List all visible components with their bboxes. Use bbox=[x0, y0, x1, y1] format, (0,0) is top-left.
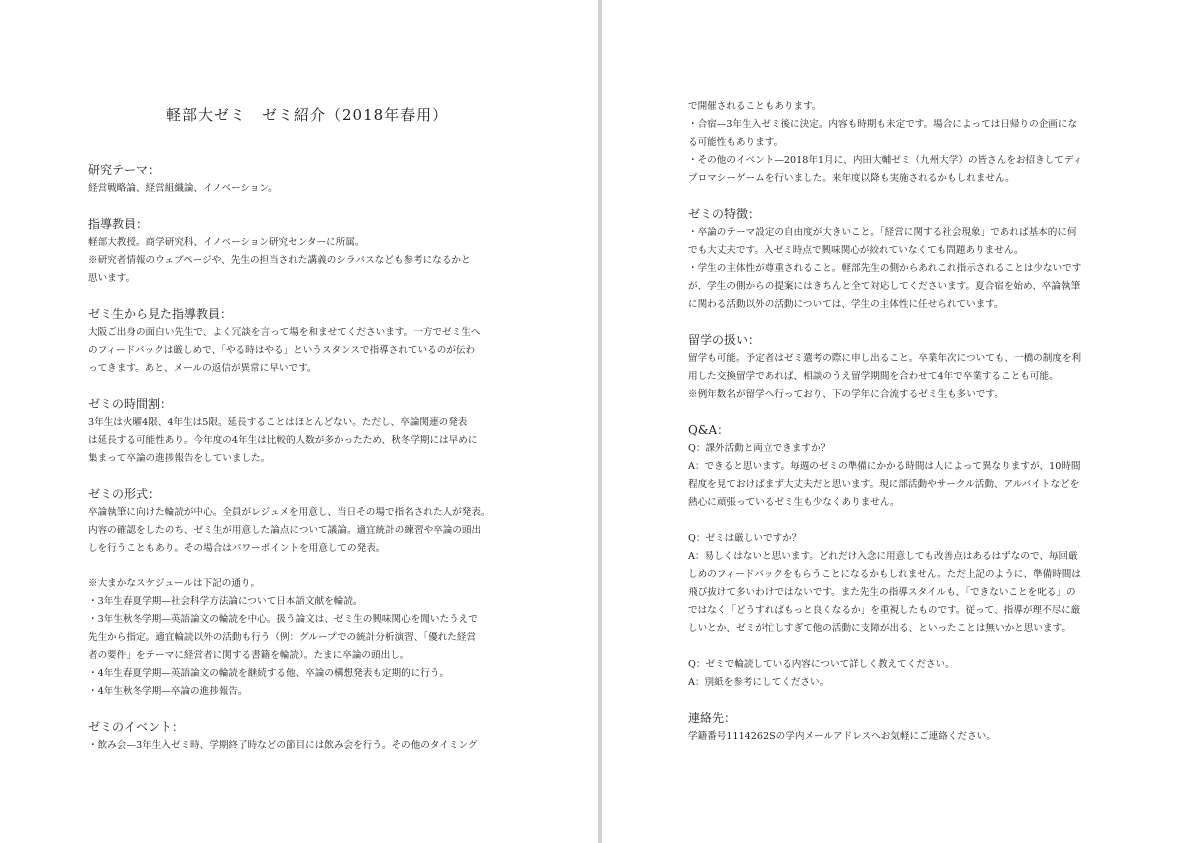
section-heading: 指導教員： bbox=[88, 217, 149, 231]
body-line: ※研究者情報のウェブページや、先生の担当された講義のシラバスなども参考になるかと bbox=[88, 255, 471, 266]
body-line: 思います。 bbox=[88, 273, 136, 284]
qa-line: Q：ゼミで輪読している内容について詳しく教えてください。 bbox=[688, 659, 955, 670]
section-timetable bbox=[88, 395, 558, 468]
body-line: ・3年生春夏学期—社会科学方法論について日本語文献を輪読。 bbox=[88, 596, 363, 607]
body-line: しを行うこともあり。その場合はパワーポイントを用意しての発表。 bbox=[88, 543, 386, 554]
section-heading: 研究テーマ： bbox=[88, 163, 161, 177]
body-line: ・飲み会—3年生入ゼミ時、学期終了時などの節目には飲み会を行う。その他のタイミング bbox=[88, 740, 478, 751]
section-study-abroad bbox=[688, 331, 1160, 404]
body-line: ・学生の主体性が尊重されること。軽部先生の側からあれこれ指示されることは少ないです bbox=[688, 263, 1082, 274]
body-line: 軽部大教授。商学研究科、イノベーション研究センターに所属。 bbox=[88, 237, 365, 248]
body-line: る可能性もあります。 bbox=[688, 137, 784, 148]
body-line: 3年生は火曜4限、4年生は5限。延長することはほとんどない。ただし、卒論関連の発表 bbox=[88, 417, 468, 428]
section-heading: 留学の扱い： bbox=[688, 333, 761, 347]
qa-line: Q：課外活動と両立できますか？ bbox=[688, 443, 831, 454]
body-line: ※例年数名が留学へ行っており、下の学年に合流するゼミ生も多いです。 bbox=[688, 389, 1004, 400]
body-line: 内容の確認をしたのち、ゼミ生が用意した論点について議論。適宜統計の練習や卒論の頭出 bbox=[88, 525, 482, 536]
body-line: ・3年生秋冬学期—英語論文の輪読を中心。扱う論文は、ゼミ生の興味関心を聞いたうえで bbox=[88, 614, 478, 625]
qa-line: A：易しくはないと思います。どれだけ入念に用意しても改善点はあるはずなので、毎回厳 bbox=[688, 551, 1078, 562]
body-line: 卒論執筆に向けた輪読が中心。全員がレジュメを用意し、当日その場で指名された人が発表。 bbox=[88, 507, 491, 518]
qa-line: しいとか、ゼミが忙しすぎて他の活動に支障が出る、といったことは無いかと思います。 bbox=[688, 623, 1071, 634]
body-line: 経営戦略論、経営組織論、イノベーション。 bbox=[88, 183, 278, 194]
section-heading: Q&A： bbox=[688, 423, 730, 437]
section-research-theme bbox=[88, 161, 558, 198]
qa-line: ではなく「どうすればもっと良くなるか」を重視したものです。従って、指導が理不尽に厳 bbox=[688, 605, 1081, 616]
qa-line: しめのフィードバックをもらうことになるかもしれません。ただ上記のように、準備時間は bbox=[688, 569, 1081, 580]
document-page-right bbox=[602, 0, 1200, 843]
body-line: のフィードバックは厳しめで、「やる時はやる」というスタンスで指導されているのが伝わ bbox=[88, 345, 476, 356]
schedule-intro: ※大まかなスケジュールは下記の通り。 bbox=[88, 578, 261, 589]
body-line: 集まって卒論の進捗報告をしていました。 bbox=[88, 453, 271, 464]
body-line: プロマシーゲームを行いました。来年度以降も実施されるかもしれません。 bbox=[688, 173, 1015, 184]
qa-line: A：別紙を参考にしてください。 bbox=[688, 677, 830, 688]
section-contact bbox=[688, 709, 1160, 746]
body-line: ・4年生秋冬学期—卒論の進捗報告。 bbox=[88, 686, 248, 697]
body-line: ・卒論のテーマ設定の自由度が大きいこと。「経営に関する社会現象」であれば基本的に何 bbox=[688, 227, 1077, 238]
body-line: で開催されることもあります。 bbox=[688, 101, 822, 112]
section-schedule bbox=[88, 575, 558, 701]
section-advisor bbox=[88, 215, 558, 288]
section-features bbox=[688, 205, 1160, 314]
section-advisor-from-students bbox=[88, 305, 558, 378]
body-line: ・合宿—3年生入ゼミ後に決定。内容も時期も未定です。場合によっては日帰りの企画にな bbox=[688, 119, 1078, 130]
body-line: ・その他のイベント—2018年1月に、内田大輔ゼミ（九州大学）の皆さんをお招きしてディ bbox=[688, 155, 1083, 166]
body-line: 学籍番号1114262Sの学内メールアドレスへお気軽にご連絡ください。 bbox=[688, 731, 996, 742]
qa-line: 熱心に頑張っているゼミ生も少なくありません。 bbox=[688, 497, 900, 508]
page-title: 軽部大ゼミ ゼミ紹介（2018年春用） bbox=[166, 106, 449, 124]
section-heading: ゼミ生から見た指導教員： bbox=[88, 307, 233, 321]
section-format bbox=[88, 485, 558, 558]
body-line: に関わる活動以外の活動については、学生の主体性に任せられています。 bbox=[688, 299, 1004, 310]
body-line: 大阪ご出身の面白い先生で、よく冗談を言って場を和ませてくださいます。一方でゼミ生へ bbox=[88, 327, 481, 338]
section-heading: ゼミの特徴： bbox=[688, 207, 761, 221]
section-heading: ゼミの形式： bbox=[88, 487, 161, 501]
body-line: ってきます。あと、メールの返信が異常に早いです。 bbox=[88, 363, 317, 374]
body-line: が、学生の側からの提案にはきちんと全て対応してくださいます。夏合宿を始め、卒論執筆 bbox=[688, 281, 1081, 292]
section-events-continued bbox=[688, 98, 1160, 188]
section-heading: ゼミのイベント： bbox=[88, 720, 185, 734]
body-line: ・4年生春夏学期—英語論文の輪読を継続する他、卒論の構想発表も定期的に行う。 bbox=[88, 668, 450, 679]
body-line: 者の要件」をテーマに経営者に関する書籍を輪読）。たまに卒論の頭出し。 bbox=[88, 650, 410, 661]
qa-line: A：できると思います。毎週のゼミの準備にかかる時間は人によって異なりますが、10時間 bbox=[688, 461, 1081, 472]
body-line: 先生から指定。適宜輪読以外の活動も行う（例：グループでの統計分析演習、「優れた経営 bbox=[88, 632, 477, 643]
qa-line: Q：ゼミは厳しいですか？ bbox=[688, 533, 802, 544]
body-line: でも大丈夫です。入ゼミ時点で興味関心が絞れていなくても問題ありません。 bbox=[688, 245, 1024, 256]
body-line: は延長する可能性あり。今年度の4年生は比較的人数が多かったため、秋冬学期には早めに bbox=[88, 435, 478, 446]
section-qa bbox=[688, 421, 1160, 692]
qa-line: 程度を見ておけばまず大丈夫だと思います。現に部活動やサークル活動、アルバイトなどを bbox=[688, 479, 1080, 490]
document-page-left bbox=[0, 0, 598, 843]
section-heading: ゼミの時間割： bbox=[88, 397, 173, 411]
qa-line: 飛び抜けて多いわけではないです。また先生の指導スタイルも、「できないことを叱る」の bbox=[688, 587, 1076, 598]
body-line: 用した交換留学であれば、相談のうえ留学期間を合わせて4年で卒業することも可能。 bbox=[688, 371, 1059, 382]
section-events bbox=[88, 718, 558, 755]
body-line: 留学も可能。予定者はゼミ選考の際に申し出ること。卒業年次についても、一橋の制度を利 bbox=[688, 353, 1082, 364]
section-heading: 連絡先： bbox=[688, 711, 737, 725]
